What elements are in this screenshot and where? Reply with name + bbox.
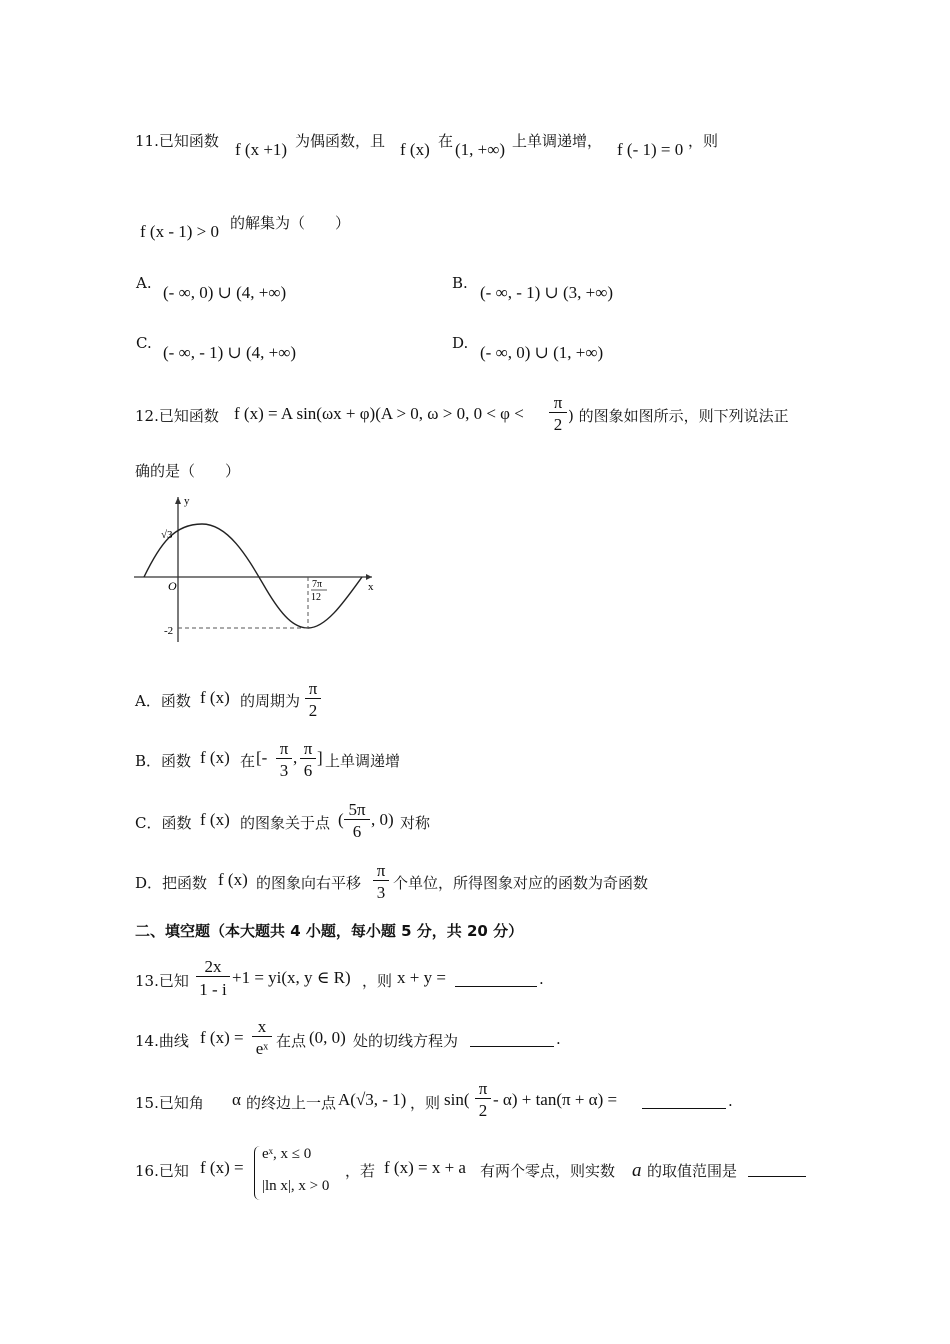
q16-case-2: |ln x|, x > 0 <box>262 1178 330 1194</box>
q11-option-d-label: D. <box>452 334 469 352</box>
q12-option-a-num: π <box>305 680 321 699</box>
q12-graph-label-12: 12 <box>311 592 321 603</box>
q14-f: f (x) = <box>200 1028 244 1047</box>
q12-function-def: f (x) = A sin(ωx + φ)(A > 0, ω > 0, 0 < φ < <box>234 404 524 423</box>
q12-option-c-f: f (x) <box>200 810 230 829</box>
q11-option-a[interactable]: (- ∞, 0) ∪ (4, +∞) <box>163 283 287 302</box>
q11-option-a-label: A. <box>136 274 152 292</box>
q12-intro-end: ) 的图象如图所示，则下列说法正 <box>568 407 789 425</box>
q12-option-c-lparen: ( <box>338 810 344 829</box>
q11-option-b-label: B. <box>452 274 468 292</box>
q12-prompt: 确的是（ ） <box>135 462 241 480</box>
q12-option-c-mid: 的图象关于点 <box>240 814 331 832</box>
q12-option-a-f: f (x) <box>200 688 230 707</box>
q12-graph-label-y: y <box>184 495 190 507</box>
q14-num: x <box>252 1018 272 1037</box>
q12-option-b-num1: π <box>276 740 292 759</box>
q12-intro: 12.已知函数 <box>135 407 219 425</box>
q11-option-c-label: C. <box>136 334 152 352</box>
q12-option-a-mid: 的周期为 <box>240 692 301 710</box>
q11-text-increasing: 上单调递增， <box>512 132 603 150</box>
q13-equation: +1 = yi(x, y ∈ R) <box>232 968 351 987</box>
q13-pre: 13.已知 <box>135 972 189 990</box>
q13-den: 1 - i <box>199 980 227 999</box>
q12-option-d-num: π <box>373 862 389 881</box>
q16-case-1: eˣ, x ≤ 0 <box>262 1146 312 1162</box>
q12-option-c-post: 对称 <box>400 814 431 832</box>
q12-option-c-rparen: , 0) <box>371 810 394 829</box>
q11-option-b[interactable]: (- ∞, - 1) ∪ (3, +∞) <box>480 283 614 302</box>
section-2-heading: 二、填空题（本大题共 4 小题，每小题 5 分，共 20 分） <box>135 922 524 940</box>
q12-option-b-pre[interactable]: B．函数 <box>135 752 192 770</box>
q11-f-x: f (x) <box>400 140 430 159</box>
q14-mid: 在点 <box>276 1032 307 1050</box>
q12-graph-label-neg2: -2 <box>164 625 174 637</box>
q16-post2: 的取值范围是 <box>647 1162 738 1180</box>
q12-option-b-f: f (x) <box>200 748 230 767</box>
q12-option-b-den1: 3 <box>279 761 289 780</box>
q15-alpha: α <box>232 1090 241 1109</box>
q15-expression: - α) + tan(π + α) = <box>493 1090 618 1109</box>
q12-option-d-pre[interactable]: D．把函数 <box>135 874 208 892</box>
q12-option-b-num2: π <box>300 740 316 759</box>
q12-graph-label-7pi: 7π <box>312 579 323 590</box>
q13-answer-blank[interactable] <box>455 972 537 987</box>
q14-pre: 14.曲线 <box>135 1032 189 1050</box>
q12-option-c-num: 5π <box>344 801 370 820</box>
q13-end: . <box>539 970 544 988</box>
q12-option-a-pre[interactable]: A．函数 <box>135 692 191 710</box>
q15-point: A(√3, - 1) <box>338 1090 407 1109</box>
q16-mid: ，若 <box>345 1162 376 1180</box>
q12-option-b-rbracket: ] <box>317 748 323 767</box>
q15-num: π <box>475 1080 491 1099</box>
q15-mid: 的终边上一点 <box>246 1094 337 1112</box>
q15-sin-open: sin( <box>444 1090 470 1109</box>
q11-solution-prompt: 的解集为（ ） <box>230 214 351 232</box>
q12-option-d-den: 3 <box>376 883 386 902</box>
q12-option-b-lbracket: [- <box>256 748 268 767</box>
q16-g: f (x) = x + a <box>384 1158 466 1177</box>
q12-option-d-post: 个单位，所得图象对应的函数为奇函数 <box>393 874 649 892</box>
q16-a: a <box>632 1160 642 1181</box>
q16-pre: 16.已知 <box>135 1162 189 1180</box>
q16-brace <box>254 1146 261 1200</box>
q15-mid2: ，则 <box>410 1094 441 1112</box>
q11-option-d[interactable]: (- ∞, 0) ∪ (1, +∞) <box>480 343 604 362</box>
q11-interval: (1, +∞) <box>455 140 506 159</box>
q12-graph-sine-curve <box>144 524 362 628</box>
q12-phi-bound-den: 2 <box>553 415 563 434</box>
q12-graph-y-arrow <box>175 497 181 504</box>
q12-option-b-post: 上单调递增 <box>325 752 401 770</box>
q15-den: 2 <box>478 1101 488 1120</box>
q12-option-b-mid: 在 <box>240 752 256 770</box>
q12-graph-x-arrow <box>366 574 372 580</box>
q12-option-c-den: 6 <box>352 822 362 841</box>
q12-graph-label-origin: O <box>168 579 177 593</box>
q14-den: eˣ <box>255 1039 269 1058</box>
q11-text-then: ，则 <box>688 132 719 150</box>
q11-inequality: f (x - 1) > 0 <box>140 222 219 241</box>
q13-num: 2x <box>196 957 230 977</box>
q12-option-b-den2: 6 <box>303 761 313 780</box>
q11-text-in: 在 <box>438 132 454 150</box>
q13-xy: x + y = <box>397 968 446 987</box>
q12-graph <box>130 492 380 652</box>
q14-point: (0, 0) <box>309 1028 346 1047</box>
q12-phi-bound-num: π <box>549 394 567 413</box>
q16-f: f (x) = <box>200 1158 244 1177</box>
q14-answer-blank[interactable] <box>470 1032 554 1047</box>
q11-intro: 11.已知函数 <box>135 132 219 150</box>
q15-answer-blank[interactable] <box>642 1094 726 1109</box>
q14-end: . <box>556 1030 561 1048</box>
q15-end: . <box>728 1092 733 1110</box>
q12-option-d-f: f (x) <box>218 870 248 889</box>
q14-post: 处的切线方程为 <box>353 1032 459 1050</box>
q11-f-neg1: f (- 1) = 0 <box>617 140 684 159</box>
q12-graph-label-sqrt3: √3 <box>161 529 173 541</box>
q12-option-b-comma: , <box>293 748 298 767</box>
q11-f-x-plus-1: f (x +1) <box>235 140 288 159</box>
q16-post: 有两个零点，则实数 <box>480 1162 616 1180</box>
q12-option-c-pre[interactable]: C．函数 <box>135 814 192 832</box>
q16-answer-blank[interactable] <box>748 1162 806 1177</box>
q12-option-d-mid: 的图象向右平移 <box>256 874 362 892</box>
q15-pre: 15.已知角 <box>135 1094 204 1112</box>
q12-graph-label-x: x <box>368 581 374 593</box>
q13-mid: ，则 <box>362 972 393 990</box>
q11-option-c[interactable]: (- ∞, - 1) ∪ (4, +∞) <box>163 343 297 362</box>
q11-text-even: 为偶函数，且 <box>295 132 386 150</box>
q12-option-a-den: 2 <box>308 701 318 720</box>
